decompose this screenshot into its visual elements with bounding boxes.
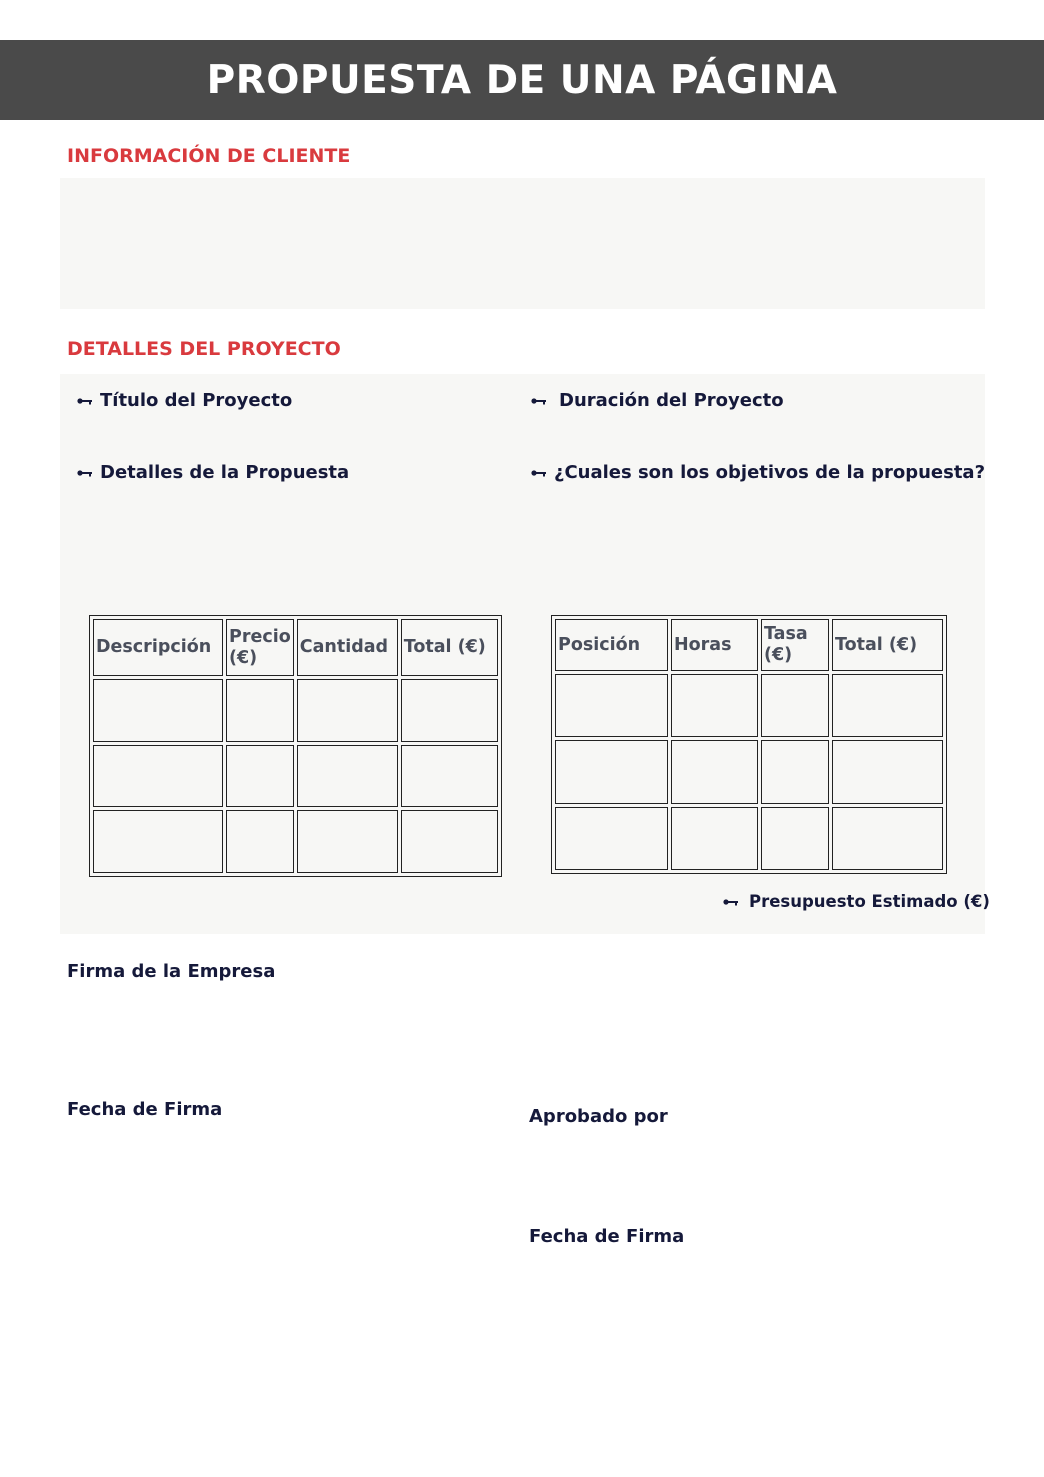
table-row (555, 807, 943, 870)
table-cell[interactable] (832, 674, 943, 737)
client-info-heading: INFORMACIÓN DE CLIENTE (67, 145, 351, 167)
key-icon (77, 468, 93, 478)
table-cell[interactable] (226, 679, 294, 742)
key-icon (77, 396, 93, 406)
table-cell[interactable] (555, 740, 668, 803)
company-signature-label: Firma de la Empresa (67, 961, 276, 982)
key-icon (531, 396, 547, 406)
staff-table (551, 615, 947, 874)
staff-header-total: Total (€) (832, 619, 943, 671)
proposal-details-field[interactable] (77, 462, 349, 483)
table-cell[interactable] (401, 745, 498, 808)
page-header (0, 40, 1044, 120)
page-title: PROPUESTA DE UNA PÁGINA (206, 57, 838, 103)
table-cell[interactable] (555, 674, 668, 737)
project-duration-label: Duración del Proyecto (559, 390, 784, 411)
table-cell[interactable] (671, 740, 758, 803)
table-cell[interactable] (671, 807, 758, 870)
table-cell[interactable] (761, 807, 829, 870)
table-cell[interactable] (297, 679, 398, 742)
table-cell[interactable] (297, 810, 398, 873)
table-cell[interactable] (832, 740, 943, 803)
table-cell[interactable] (297, 745, 398, 808)
table-cell[interactable] (401, 810, 498, 873)
table-cell[interactable] (93, 810, 223, 873)
items-table (89, 615, 502, 877)
key-icon (723, 897, 739, 907)
items-table-header-row (93, 619, 498, 676)
items-header-total: Total (€) (401, 619, 498, 676)
staff-header-rate: Tasa (€) (761, 619, 829, 671)
estimated-budget-field[interactable] (723, 892, 990, 911)
key-icon (531, 468, 547, 478)
project-title-label: Título del Proyecto (100, 390, 293, 411)
proposal-objectives-label: ¿Cuales son los objetivos de la propuesta? (554, 462, 986, 483)
items-header-quantity: Cantidad (297, 619, 398, 676)
table-cell[interactable] (93, 745, 223, 808)
estimated-budget-label: Presupuesto Estimado (€) (749, 892, 990, 911)
client-info-box[interactable] (60, 178, 985, 309)
items-header-description: Descripción (93, 619, 223, 676)
table-row (555, 740, 943, 803)
table-cell[interactable] (555, 807, 668, 870)
approved-by-label: Aprobado por (529, 1106, 668, 1127)
table-cell[interactable] (671, 674, 758, 737)
staff-header-hours: Horas (671, 619, 758, 671)
project-duration-field[interactable] (531, 390, 784, 411)
table-cell[interactable] (93, 679, 223, 742)
table-cell[interactable] (761, 740, 829, 803)
staff-header-position: Posición (555, 619, 668, 671)
signature-date-left-label: Fecha de Firma (67, 1099, 223, 1120)
table-row (555, 674, 943, 737)
table-cell[interactable] (226, 810, 294, 873)
proposal-objectives-field[interactable] (531, 462, 985, 483)
project-title-field[interactable] (77, 390, 292, 411)
proposal-details-label: Detalles de la Propuesta (100, 462, 350, 483)
table-row (93, 679, 498, 742)
table-cell[interactable] (226, 745, 294, 808)
table-cell[interactable] (401, 679, 498, 742)
project-details-heading: DETALLES DEL PROYECTO (67, 338, 341, 360)
table-cell[interactable] (832, 807, 943, 870)
table-cell[interactable] (761, 674, 829, 737)
staff-table-header-row (555, 619, 943, 671)
table-row (93, 810, 498, 873)
signature-date-right-label: Fecha de Firma (529, 1226, 685, 1247)
table-row (93, 745, 498, 808)
items-header-price: Precio (€) (226, 619, 294, 676)
